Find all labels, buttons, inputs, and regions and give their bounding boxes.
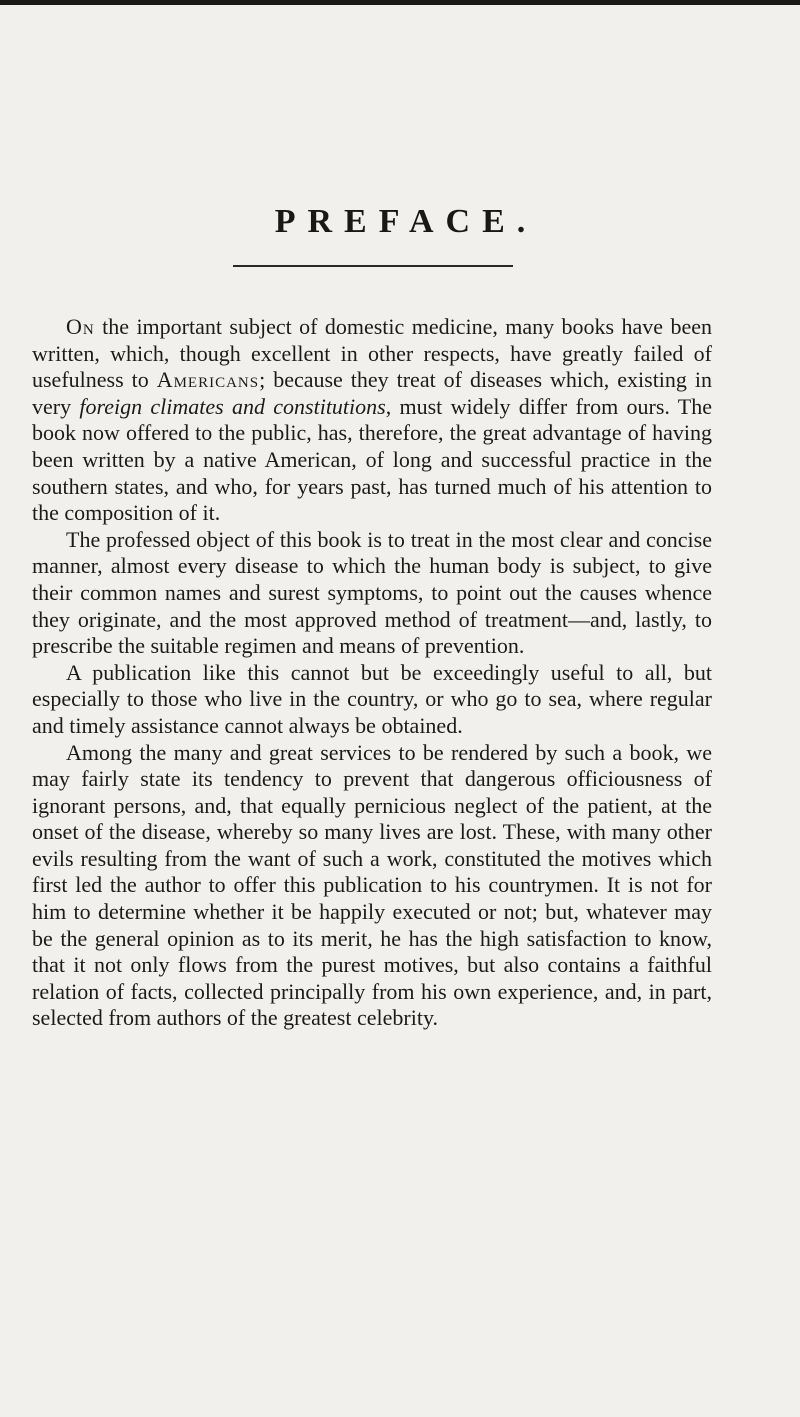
paragraph-1-text-c: , must widely differ from ours. The book now offered to the public, has, therefore, the great advantage of having been written by a native American, of long and successful practice in the southern states, and who, for years past, has turned much of his attention to the composition of it. xyxy=(32,393,712,526)
paragraph-1-lead: On xyxy=(66,314,95,339)
preface-body xyxy=(32,314,712,1032)
page-top-edge xyxy=(0,0,800,5)
paragraph-3: A publication like this cannot but be exceedingly useful to all, but especially to those who live in the country, or who go to sea, where regular and timely assistance cannot always be obtained. xyxy=(32,659,712,738)
paragraph-2: The professed object of this book is to treat in the most clear and concise manner, almost every disease to which the human body is subject, to give their common names and surest symptoms, to point out the causes whence they originate, and the most approved method of treatment—and, lastly, to prescribe the suitable regimen and means of prevention. xyxy=(32,526,712,659)
paragraph-4: Among the many and great services to be rendered by such a book, we may fairly state its tendency to prevent that dangerous officiousness of ignorant persons, and, that equally pernicious neglect of the patient, at the onset of the disease, whereby so many lives are lost. These, with many other evils resulting from the want of such a work, constituted the motives which first led the author to offer this publication to his countrymen. It is not for him to determine whether it be happily executed or not; but, whatever may be the general opinion as to its merit, he has the high satisfaction to know, that it not only flows from the purest motives, but also contains a faithful relation of facts, collected principally from his own experience, and, in part, selected from authors of the greatest celebrity. xyxy=(32,739,712,1031)
americans-smallcaps: Americans xyxy=(156,367,260,393)
page-title: PREFACE. xyxy=(274,202,538,240)
title-divider xyxy=(233,265,513,267)
paragraph-1 xyxy=(32,314,712,527)
paragraph-1-text-b: ; because they treat of diseases which, existing in very xyxy=(32,367,712,419)
paragraph-1-text-a: the important subject of domestic medicine, many books have been written, which, though excellent in other respects, have greatly failed of usefulness to xyxy=(32,314,712,393)
foreign-climates-emphasis: foreign climates and constitutions xyxy=(79,393,386,419)
